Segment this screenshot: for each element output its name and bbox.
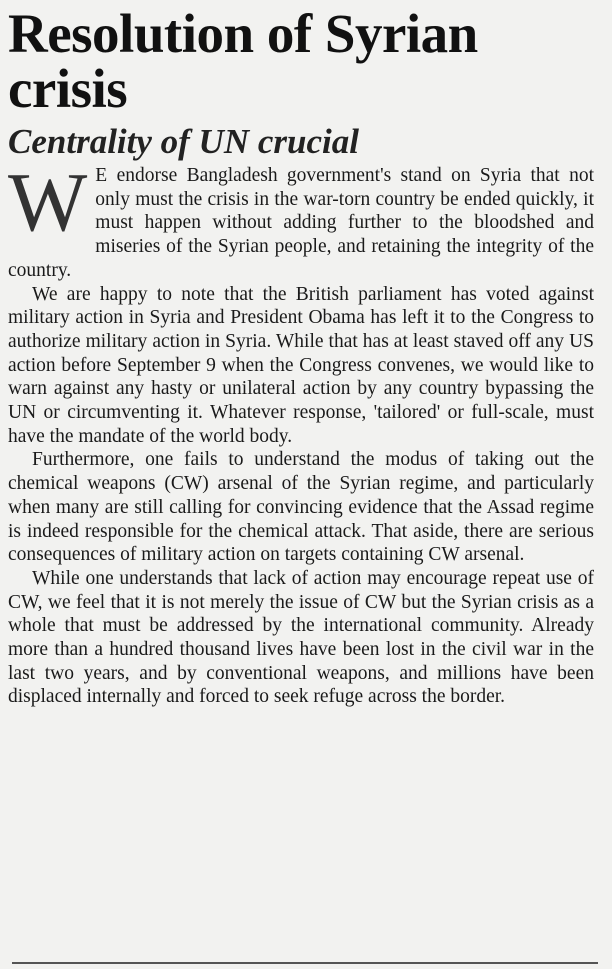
drop-cap: W [8,156,88,249]
subheadline: Centrality of UN crucial [8,122,359,161]
paragraph-2: We are happy to note that the British parliament has voted against military action in Syria and President Obama has left it to the Congress to authorize military action in Syria. While that has at least staved off any US action before September 9 when the Congress convenes, we would like to warn against any hasty or unilateral action by any country bypassing the UN or circumventing it. Whatever response, 'tailored' or full-scale, must have the mandate of the world body. [8,283,594,447]
paragraph-4: While one understands that lack of action may encourage repeat use of CW, we feel that it is not merely the issue of CW but the Syrian crisis as a whole that must be addressed by the international community. Already more than a hundred thousand lives have been lost in the civil war in the last two years, and by conventional weapons, and millions have been displaced internally and forced to seek refuge across the border. [8,567,594,708]
headline: Resolution of Syrian crisis [8,3,478,119]
editorial-article [8,3,594,709]
bottom-divider [12,962,598,964]
paragraph-1 [8,156,594,283]
paragraph-3: Furthermore, one fails to understand the modus of taking out the chemical weapons (CW) arsenal of the Syrian regime, and particularly when many are still calling for convincing evidence that the Assad regime is indeed responsible for the chemical attack. That aside, there are serious consequences of military action on targets containing CW arsenal. [8,449,594,566]
article-body [8,156,594,709]
paragraph-1-text: E endorse Bangladesh government's stand on Syria that not only must the crisis in the war-torn country be ended quickly, it must happen without adding further to the bloodshed and miseries of the Syrian people, and retaining the integrity of the country. [8,165,594,281]
